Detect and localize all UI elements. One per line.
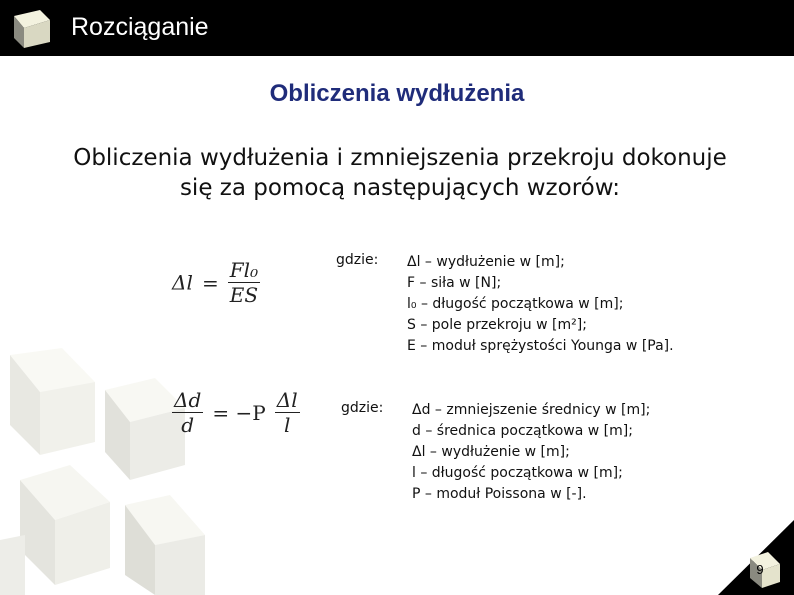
definition-line: d – średnica początkowa w [m];: [412, 423, 633, 439]
definition-line: P – moduł Poissona w [-].: [412, 486, 587, 502]
formula2-rhs-numerator: Δl: [276, 388, 298, 412]
definition-line: Δd – zmniejszenie średnicy w [m];: [412, 402, 651, 418]
slide-title: Rozciąganie: [71, 13, 209, 41]
diameter-reduction-formula: [172, 388, 300, 437]
formula2-rhs-fraction: [275, 388, 300, 437]
intro-line-1: Obliczenia wydłużenia i zmniejszenia przekroju dokonuje: [73, 145, 727, 171]
formula2-lhs-numerator: Δd: [174, 388, 202, 412]
formula2-definitions: [412, 400, 650, 505]
formula1-where-label: gdzie:: [336, 252, 379, 268]
cube-icon: [10, 6, 54, 50]
formula2-where-label: gdzie:: [341, 400, 384, 416]
definition-line: l – długość początkowa w [m];: [412, 465, 623, 481]
formula1-numerator: Fl₀: [229, 258, 259, 282]
definition-line: F – siła w [N];: [407, 275, 502, 291]
formula1-definitions: [407, 252, 674, 357]
definition-line: l₀ – długość początkowa w [m];: [407, 296, 624, 312]
decorative-cubes: [0, 330, 220, 595]
definition-line: Δl – wydłużenie w [m];: [412, 444, 570, 460]
formula1-equals: =: [201, 270, 219, 295]
intro-text: [60, 143, 740, 203]
formula1-denominator: ES: [229, 283, 259, 307]
formula1-lhs: Δl: [172, 270, 193, 295]
page-number: 9: [756, 562, 764, 577]
elongation-formula: [172, 258, 260, 307]
section-heading: Obliczenia wydłużenia: [269, 80, 525, 107]
intro-line-2: się za pomocą następujących wzorów:: [179, 175, 621, 201]
formula2-rhs-denominator: l: [275, 412, 300, 437]
page-corner-cube: [718, 520, 794, 595]
formula1-fraction: [228, 258, 260, 307]
definition-line: S – pole przekroju w [m²];: [407, 317, 587, 333]
definition-line: Δl – wydłużenie w [m];: [407, 254, 565, 270]
slide-header: [0, 0, 794, 56]
definition-line: E – moduł sprężystości Younga w [Pa].: [407, 338, 674, 354]
formula2-equals: = −P: [212, 400, 266, 425]
formula2-lhs-fraction: [172, 388, 203, 437]
formula2-lhs-denominator: d: [172, 412, 203, 437]
